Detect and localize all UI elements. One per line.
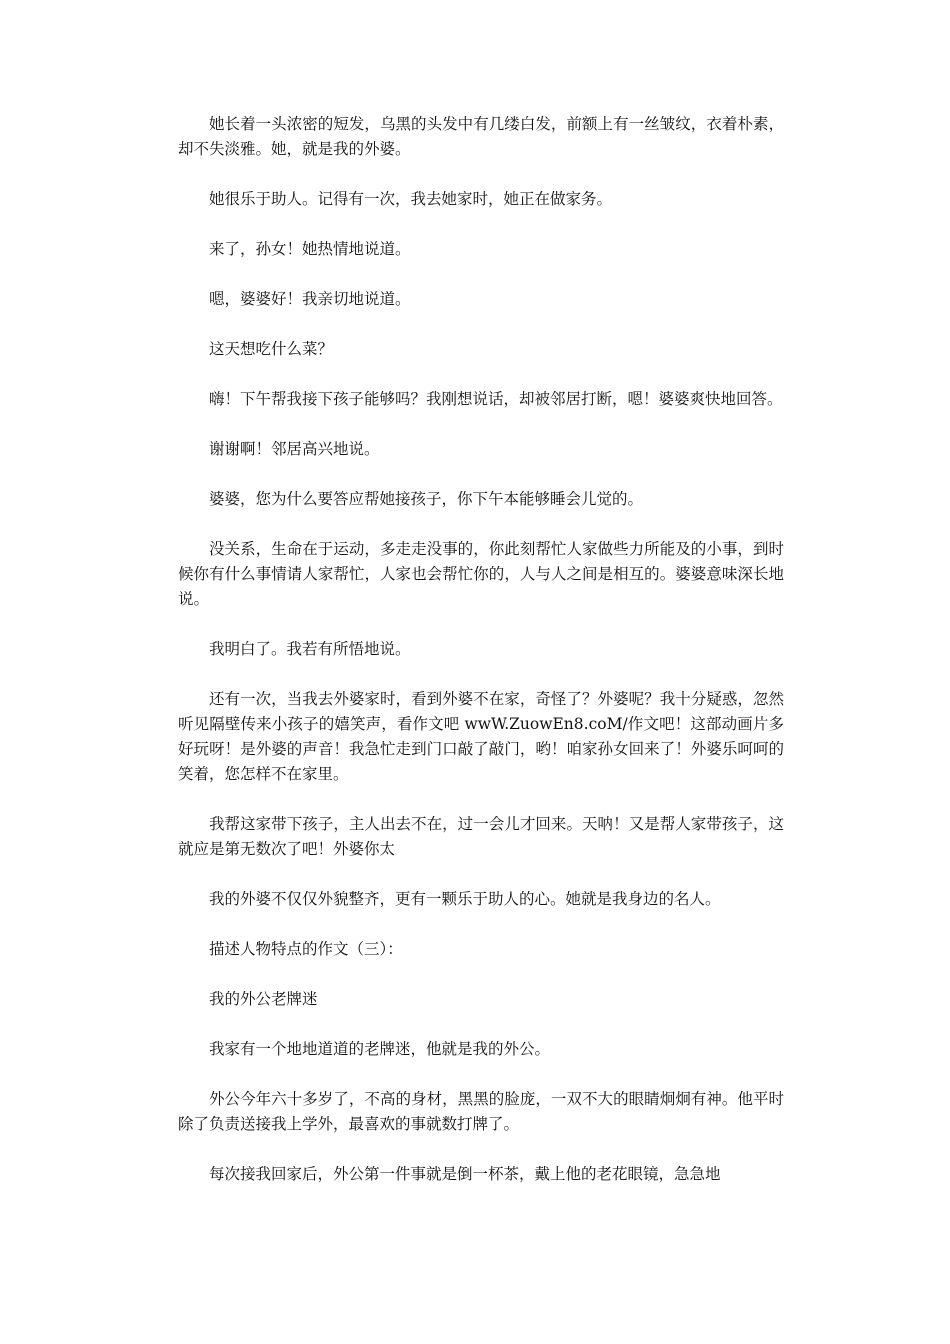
- paragraph: 每次接我回家后，外公第一件事就是倒一杯茶，戴上他的老花眼镜，急急地: [209, 1165, 721, 1183]
- paragraph: 嗨！下午帮我接下孩子能够吗？我刚想说话，却被邻居打断，嗯！婆婆爽快地回答。: [209, 390, 783, 408]
- paragraph: 没关系，生命在于运动，多走走没事的，你此刻帮忙人家做些力所能及的小事，到时候你有什么事情请人家帮忙，人家也会帮忙你的，人与人之间是相互的。婆婆意味深长地说。: [178, 540, 784, 608]
- paragraph: 来了，孙女！她热情地说道。: [209, 240, 411, 258]
- paragraph: 我明白了。我若有所悟地说。: [209, 640, 411, 658]
- section-heading: 描述人物特点的作文（三）：: [209, 940, 403, 958]
- paragraph: 婆婆，您为什么要答应帮她接孩子，你下午本能够睡会儿觉的。: [209, 490, 644, 508]
- paragraph: 还有一次，当我去外婆家时，看到外婆不在家，奇怪了？外婆呢？我十分疑惑，忽然听见隔壁传来小孩子的嬉笑声，看作文吧 wwW.ZuowEn8.coM/作文吧！这部动画片多好玩呀！是外婆的声音！我急忙走到门口敲了敲门，哟！咱家孙女回来了！外婆乐呵呵的笑着，您怎样不在家里。: [178, 690, 784, 783]
- essay-title: 我的外公老牌迷: [209, 990, 318, 1008]
- paragraph: 嗯，婆婆好！我亲切地说道。: [209, 290, 411, 308]
- paragraph: 外公今年六十多岁了，不高的身材，黑黑的脸庞，一双不大的眼睛炯炯有神。他平时除了负责送接我上学外，最喜欢的事就数打牌了。: [178, 1090, 784, 1133]
- paragraph: 这天想吃什么菜？: [209, 340, 334, 358]
- paragraph: 她长着一头浓密的短发，乌黑的头发中有几缕白发，前额上有一丝皱纹，衣着朴素，却不失淡雅。她，就是我的外婆。: [178, 115, 784, 158]
- paragraph: 谢谢啊！邻居高兴地说。: [209, 440, 380, 458]
- paragraph: 我家有一个地地道道的老牌迷，他就是我的外公。: [209, 1040, 551, 1058]
- paragraph: 她很乐于助人。记得有一次，我去她家时，她正在做家务。: [209, 190, 613, 208]
- paragraph: 我的外婆不仅仅外貌整齐，更有一颗乐于助人的心。她就是我身边的名人。: [209, 890, 721, 908]
- paragraph: 我帮这家带下孩子，主人出去不在，过一会儿才回来。天呐！又是帮人家带孩子，这就应是第无数次了吧！外婆你太: [178, 815, 784, 858]
- document-body: [178, 112, 784, 1212]
